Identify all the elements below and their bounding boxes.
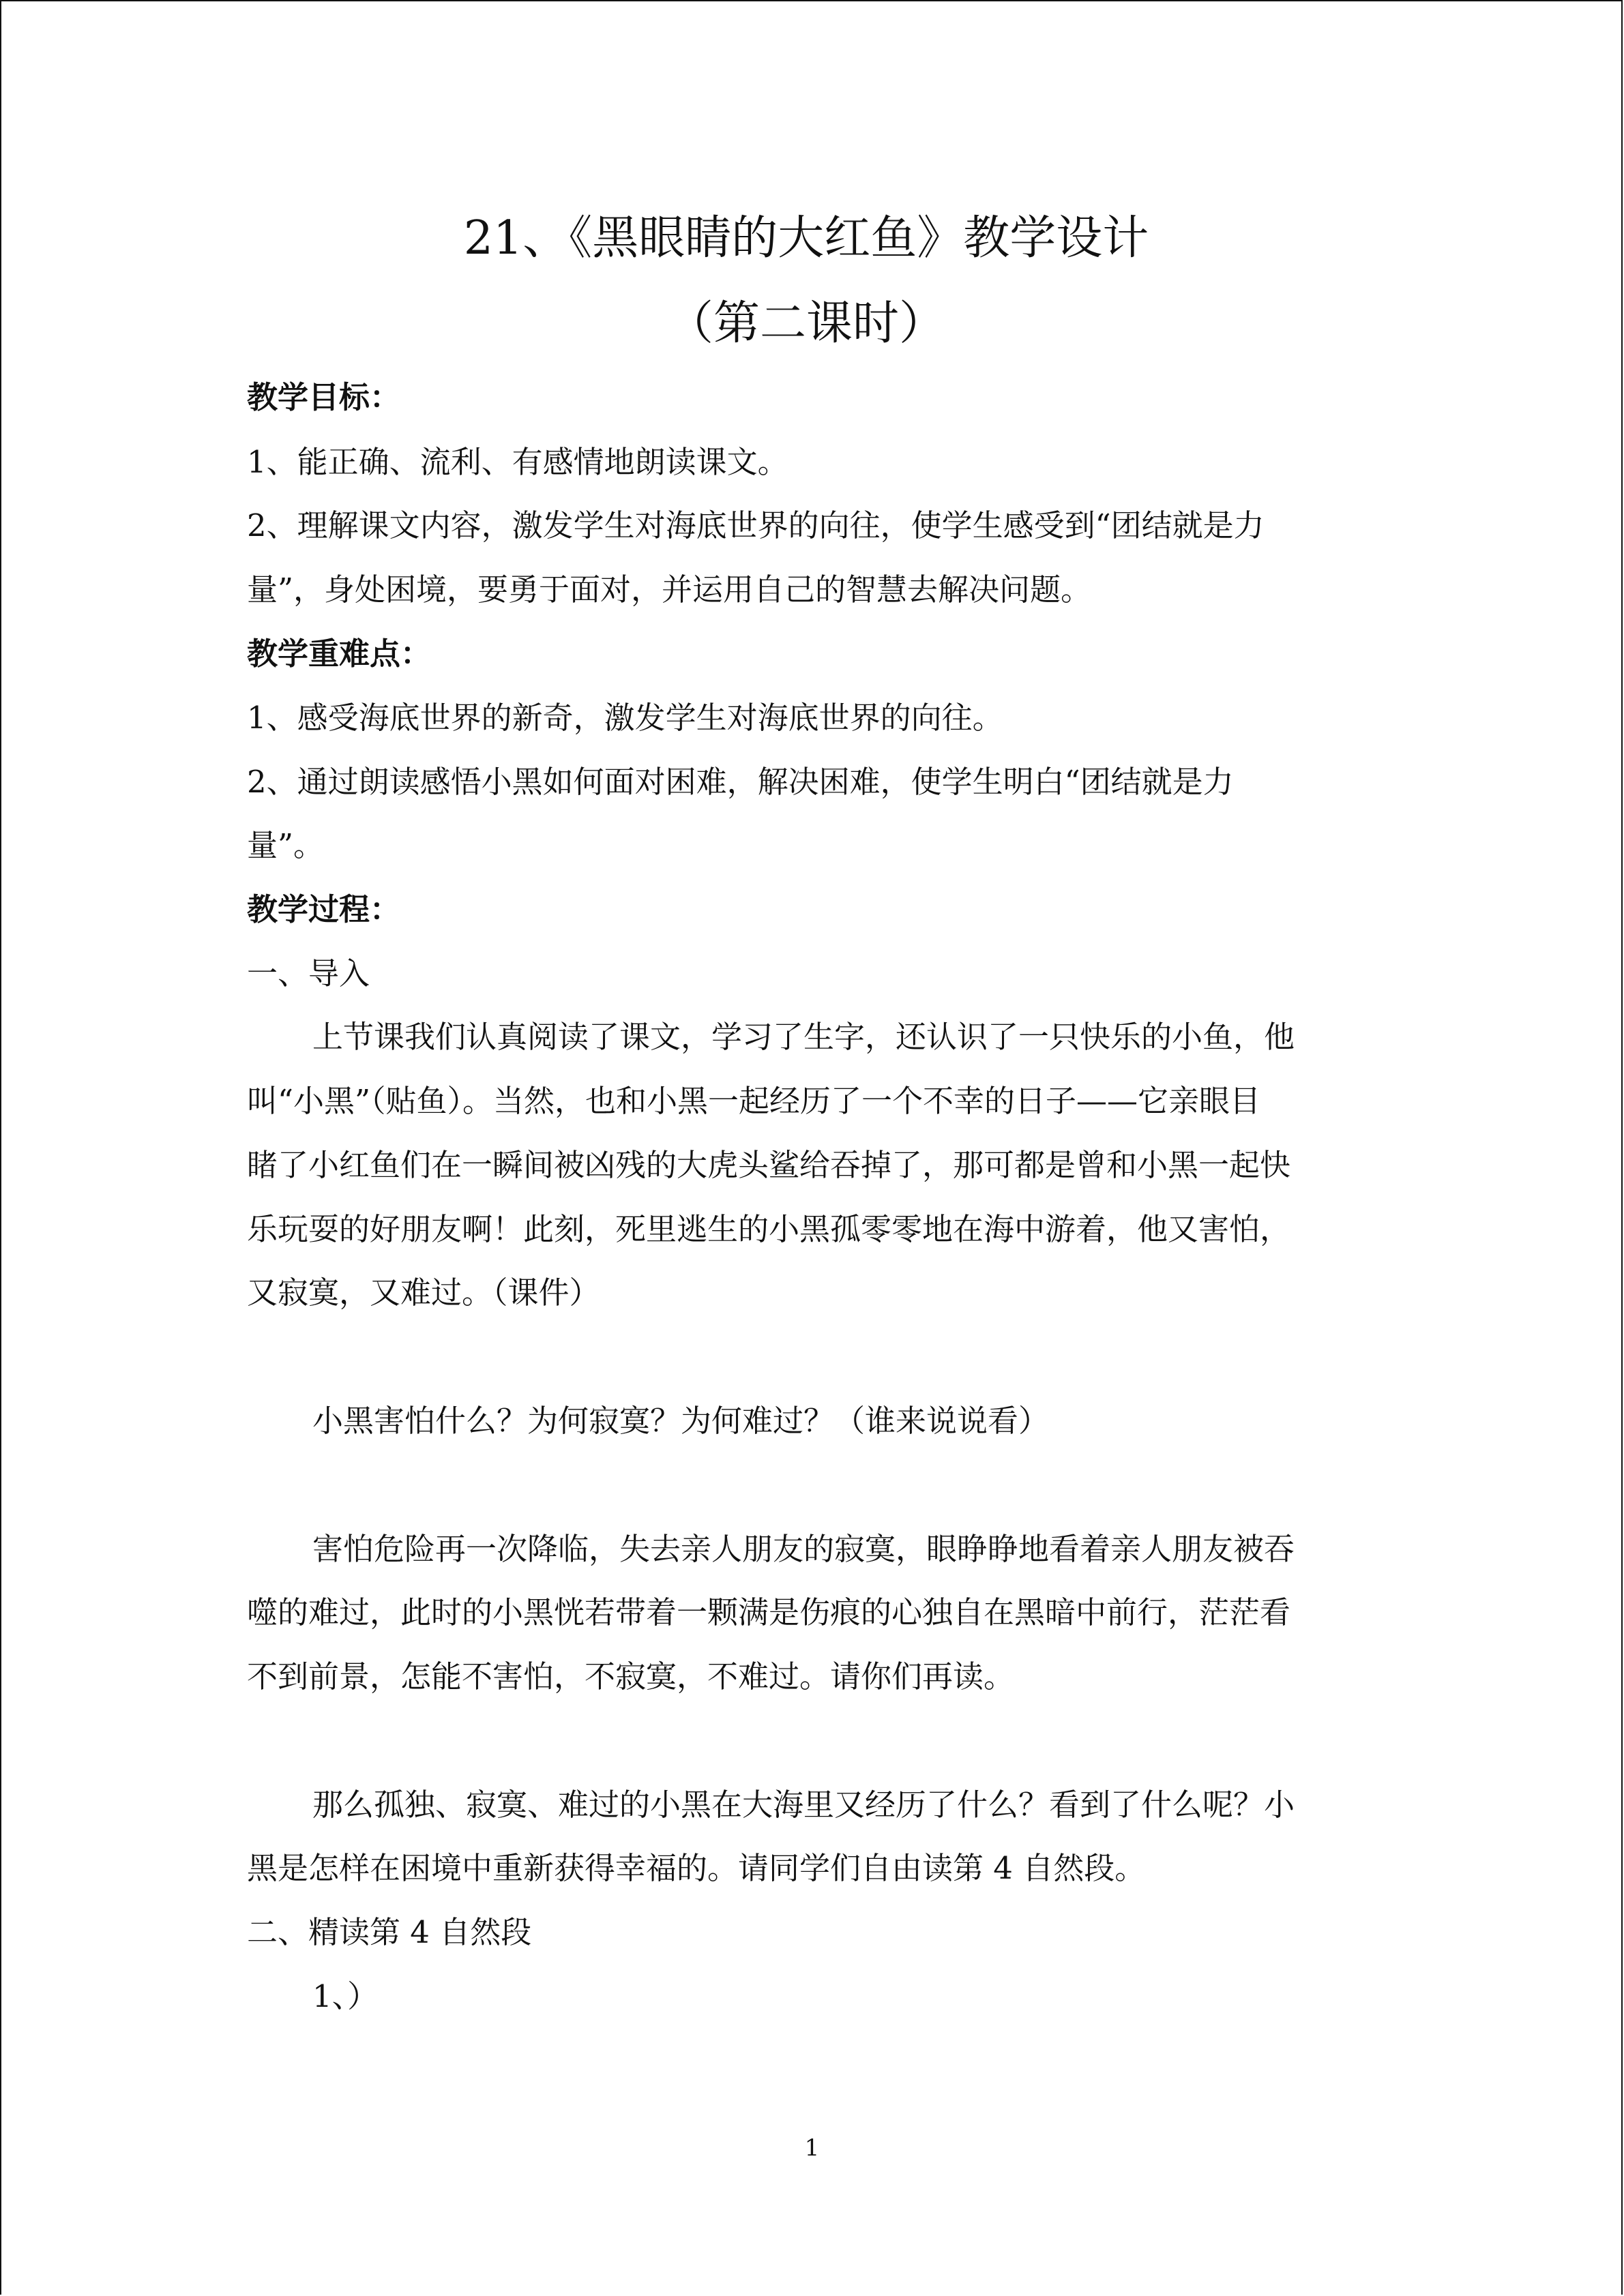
objective-item-1: 1、能正确、流利、有感情地朗读课文。 xyxy=(247,444,788,480)
section-heading-key-points: 教学重难点： xyxy=(247,636,432,672)
process-step-1-heading: 一、导入 xyxy=(247,955,370,992)
paragraph-intro-line-3: 睹了小红鱼们在一瞬间被凶残的大虎头鲨给吞掉了，那可都是曾和小黑一起快 xyxy=(247,1147,1291,1183)
key-point-item-1: 1、感受海底世界的新奇，激发学生对海底世界的向往。 xyxy=(247,700,1003,736)
page-number: 1 xyxy=(804,2134,820,2162)
document-subtitle: （第二课时） xyxy=(666,297,945,351)
process-step-2-heading: 二、精读第 4 自然段 xyxy=(247,1914,532,1950)
section-heading-process: 教学过程： xyxy=(247,891,401,927)
document-title: 21、《黑眼睛的大红鱼》教学设计 xyxy=(463,211,1149,265)
objective-item-2-continued: 量”，身处困境，要勇于面对，并运用自己的智慧去解决问题。 xyxy=(247,571,1092,608)
paragraph-question: 小黑害怕什么？为何寂寞？为何难过？（谁来说说看） xyxy=(312,1403,1050,1439)
paragraph-answer-line-1: 害怕危险再一次降临，失去亲人朋友的寂寞，眼睁睁地看着亲人朋友被吞 xyxy=(312,1531,1295,1567)
paragraph-answer-line-3: 不到前景，怎能不害怕，不寂寞，不难过。请你们再读。 xyxy=(247,1658,1015,1695)
objective-item-2: 2、理解课文内容，激发学生对海底世界的向往，使学生感受到“团结就是力 xyxy=(247,507,1265,543)
paragraph-transition-line-2: 黑是怎样在困境中重新获得幸福的。请同学们自由读第 4 自然段。 xyxy=(247,1850,1146,1886)
paragraph-answer-line-2: 噬的难过，此时的小黑恍若带着一颗满是伤痕的心独自在黑暗中前行，茫茫看 xyxy=(247,1594,1291,1630)
paragraph-intro-line-1: 上节课我们认真阅读了课文，学习了生字，还认识了一只快乐的小鱼，他 xyxy=(312,1019,1295,1055)
process-step-2-item-1: 1、） xyxy=(312,1978,379,2014)
key-point-item-2-continued: 量”。 xyxy=(247,827,325,863)
paragraph-transition-line-1: 那么孤独、寂寞、难过的小黑在大海里又经历了什么？看到了什么呢？小 xyxy=(312,1787,1295,1823)
paragraph-intro-line-2: 叫“小黑”（贴鱼）。当然，也和小黑一起经历了一个不幸的日子——它亲眼目 xyxy=(247,1083,1261,1119)
paragraph-intro-line-5: 又寂寞，又难过。（课件） xyxy=(247,1274,600,1311)
key-point-item-2: 2、通过朗读感悟小黑如何面对困难，解决困难，使学生明白“团结就是力 xyxy=(247,764,1234,800)
paragraph-intro-line-4: 乐玩耍的好朋友啊！此刻，死里逃生的小黑孤零零地在海中游着，他又害怕， xyxy=(247,1211,1291,1247)
section-heading-objectives: 教学目标： xyxy=(247,379,401,415)
